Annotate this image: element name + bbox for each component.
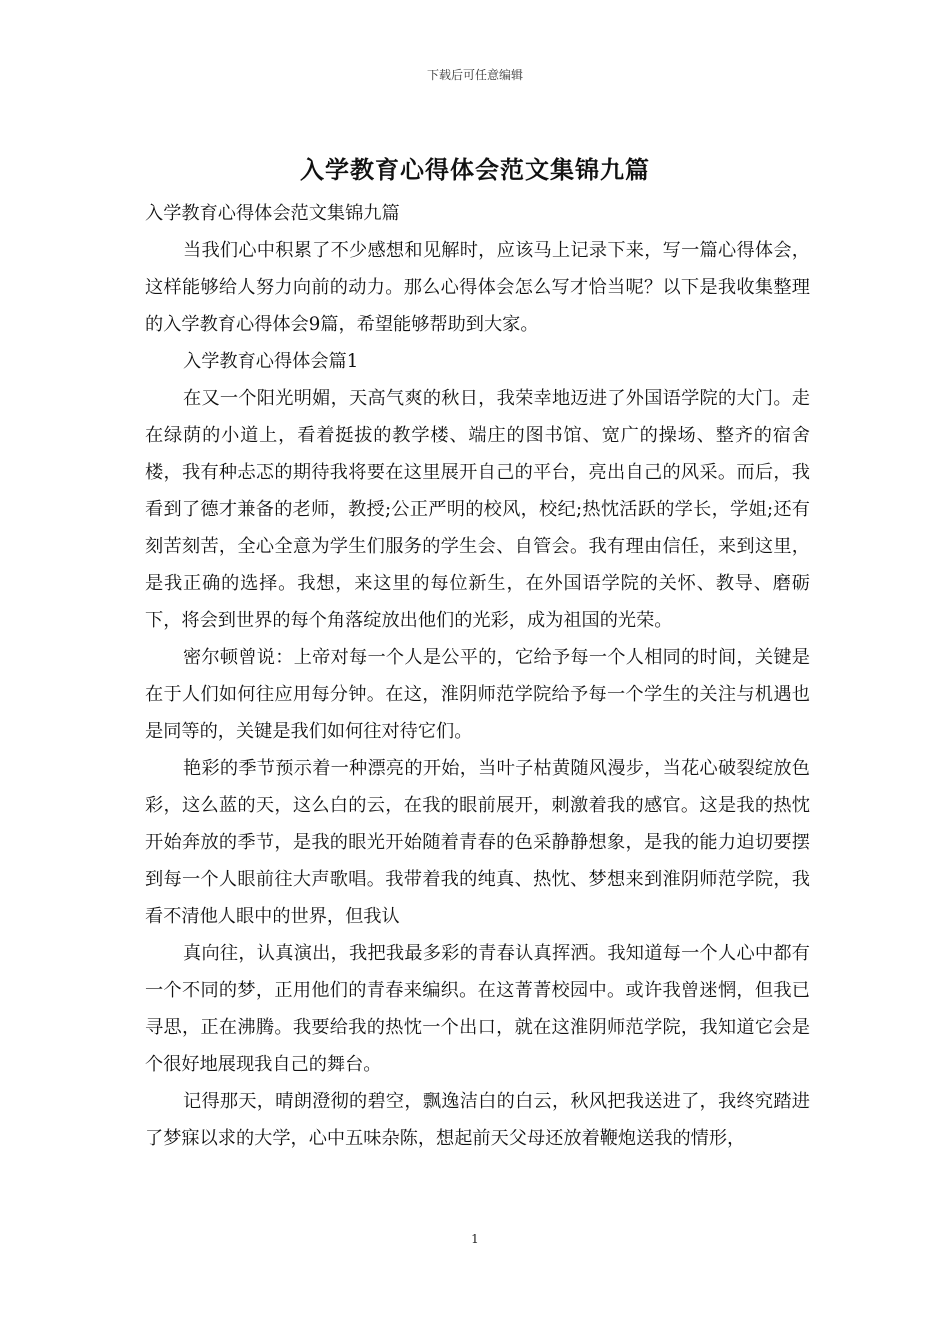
document-title: 入学教育心得体会范文集锦九篇 <box>300 155 650 184</box>
section-heading: 入学教育心得体会篇1 <box>183 351 359 372</box>
paragraph: 密尔顿曾说：上帝对每一个人是公平的，它给予每一个人相同的时间，关键是在于人们如何往应用每分钟。在这，淮阴师范学院给予每一个学生的关注与机遇也是同等的，关键是我们如何往对待它们。 <box>145 647 810 742</box>
document-body <box>145 195 810 1157</box>
paragraph: 记得那天，晴朗澄彻的碧空，飘逸洁白的白云，秋风把我送进了，我终究踏进了梦寐以求的大学，心中五味杂陈，想起前天父母还放着鞭炮送我的情形， <box>145 1091 810 1149</box>
paragraph: 真向往，认真演出，我把我最多彩的青春认真挥洒。我知道每一个人心中都有一个不同的梦，正用他们的青春来编织。在这菁菁校园中。或许我曾迷惘，但我已寻思，正在沸腾。我要给我的热忱一个出口，就在这淮阴师范学院，我知道它会是个很好地展现我自己的舞台。 <box>145 943 810 1075</box>
paragraph-intro: 当我们心中积累了不少感想和见解时，应该马上记录下来，写一篇心得体会，这样能够给人努力向前的动力。那么心得体会怎么写才恰当呢？以下是我收集整理的入学教育心得体会9篇，希望能够帮助到大家。 <box>145 240 810 335</box>
paragraph: 在又一个阳光明媚，天高气爽的秋日，我荣幸地迈进了外国语学院的大门。走在绿荫的小道上，看着挺拔的教学楼、端庄的图书馆、宽广的操场、整齐的宿舍楼，我有种忐忑的期待我将要在这里展开自己的平台，亮出自己的风采。而后，我看到了德才兼备的老师，教授;公正严明的校风，校纪;热忱活跃的学长，学姐;还有刻苦刻苦，全心全意为学生们服务的学生会、自管会。我有理由信任，来到这里，是我正确的选择。我想，来这里的每位新生，在外国语学院的关怀、教导、磨砺下，将会到世界的每个角落绽放出他们的光彩，成为祖国的光荣。 <box>145 388 810 631</box>
paragraph: 艳彩的季节预示着一种漂亮的开始，当叶子枯黄随风漫步，当花心破裂绽放色彩，这么蓝的天，这么白的云，在我的眼前展开，刺激着我的感官。这是我的热忱开始奔放的季节，是我的眼光开始随着青春的色采静静想象，是我的能力迫切要摆到每一个人眼前往大声歌唱。我带着我的纯真、热忱、梦想来到淮阴师范学院，我看不清他人眼中的世界，但我认 <box>145 758 810 927</box>
page-number: 1 <box>471 1232 479 1246</box>
paragraph-subtitle: 入学教育心得体会范文集锦九篇 <box>145 203 400 224</box>
download-editable-note: 下载后可任意编辑 <box>426 68 523 82</box>
